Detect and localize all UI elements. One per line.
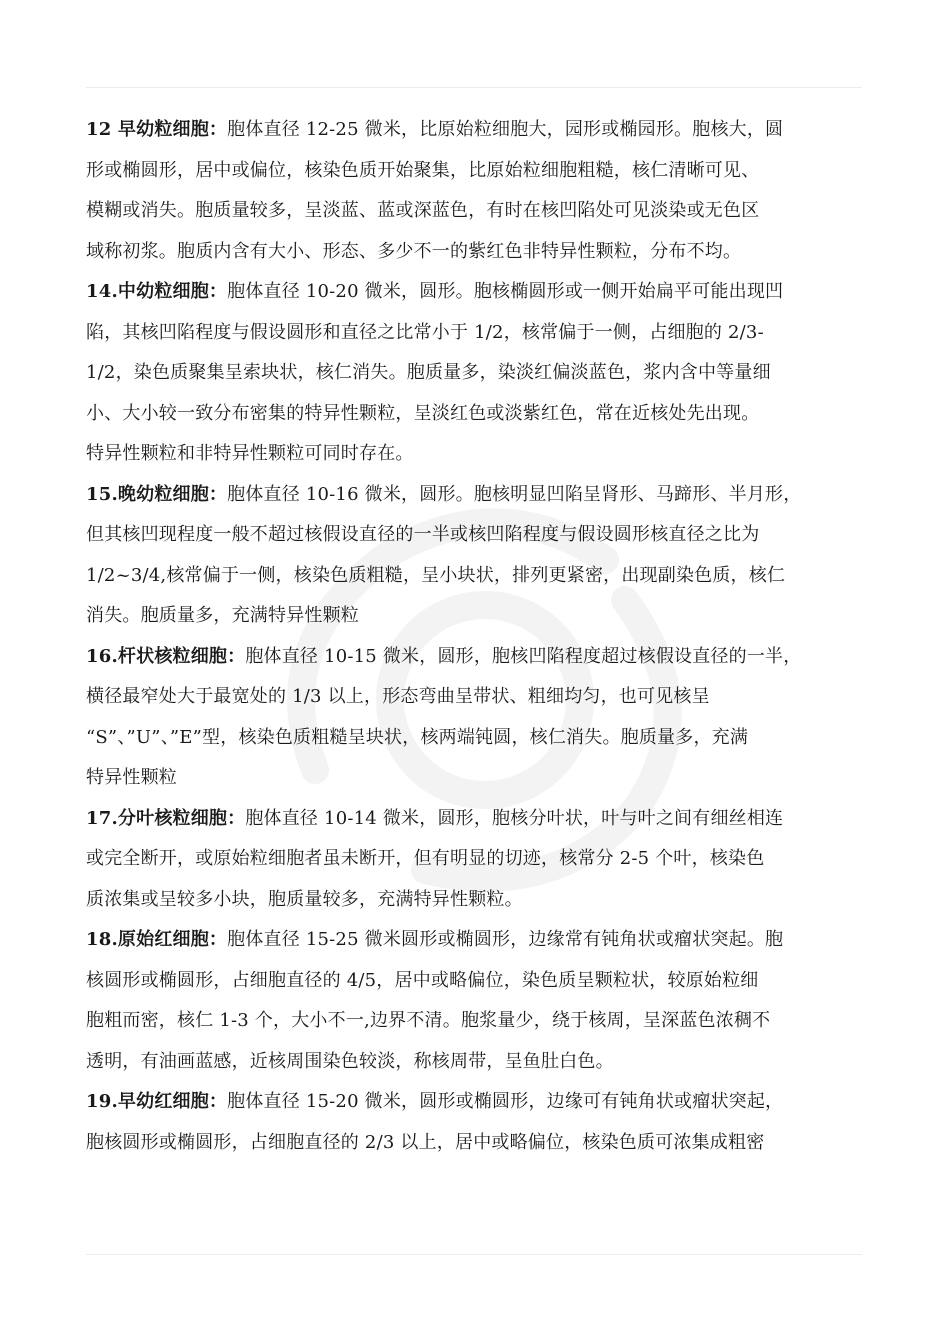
paragraph-line: 或完全断开，或原始粒细胞者虽未断开，但有明显的切迹，核常分 2-5 个叶，核染色	[86, 848, 765, 869]
term-heading: 14.中幼粒细胞：	[86, 281, 228, 302]
paragraph-line	[86, 920, 876, 961]
line-text: 胞体直径 15-20 微米，圆形或椭圆形，边缘可有钝角状或瘤状突起，	[227, 1091, 784, 1112]
line-text: 胞体直径 15-25 微米圆形或椭圆形，边缘常有钝角状或瘤状突起。胞	[227, 929, 784, 950]
term-heading: 15.晚幼粒细胞：	[86, 483, 228, 505]
paragraph-line: 横径最窄处大于最宽处的 1/3 以上，形态弯曲呈带状、粗细均匀，也可见核呈	[86, 686, 710, 707]
paragraph-line: 消失。胞质量多，充满特异性颗粒	[86, 605, 359, 626]
paragraph-early-promyelocyte	[86, 110, 876, 272]
paragraph-line: “S”、”U”、”E”型，核染色质粗糙呈块状，核两端钝圆，核仁消失。胞质量多，充满	[86, 726, 749, 748]
paragraph-line: 模糊或消失。胞质量较多，呈淡蓝、蓝或深蓝色，有时在核凹陷处可见淡染或无色区	[86, 200, 760, 221]
paragraph-line: 域称初浆。胞质内含有大小、形态、多少不一的紫红色非特异性颗粒，分布不均。	[86, 240, 742, 262]
header-rule	[86, 87, 862, 88]
paragraph-line	[86, 799, 876, 840]
paragraph-line: 胞粗而密，核仁 1-3 个，大小不一,边界不清。胞浆量少，绕于核周，呈深蓝色浓稠不	[86, 1010, 771, 1031]
paragraph-line: 核圆形或椭圆形，占细胞直径的 4/5，居中或略偏位，染色质呈颗粒状，较原始粒细	[86, 969, 759, 991]
paragraph-line: 透明，有油画蓝感，近核周围染色较淡，称核周带，呈鱼肚白色。	[86, 1050, 614, 1072]
paragraph-line: 小、大小较一致分布密集的特异性颗粒，呈淡红色或淡紫红色，常在近核处先出现。	[86, 402, 760, 424]
paragraph-line	[86, 475, 876, 516]
term-heading: 12 早幼粒细胞：	[86, 119, 228, 140]
paragraph-segmented-neutrophil	[86, 799, 876, 921]
paragraph-line: 陷，其核凹陷程度与假设圆形和直径之比常小于 1/2，核常偏于一侧，占细胞的 2/3-	[86, 321, 764, 343]
paragraph-line	[86, 272, 876, 313]
term-heading: 16.杆状核粒细胞：	[86, 645, 246, 667]
line-text: 胞体直径 10-14 微米，圆形，胞核分叶状，叶与叶之间有细丝相连	[245, 807, 784, 829]
line-text: 胞体直径 12-25 微米，比原始粒细胞大，园形或椭园形。胞核大，圆	[227, 119, 784, 140]
document-body	[86, 110, 876, 1163]
paragraph-line: 特异性颗粒	[86, 767, 177, 788]
paragraph-line: 胞核圆形或椭圆形，占细胞直径的 2/3 以上，居中或略偏位，核染色质可浓集成粗密	[86, 1131, 765, 1153]
line-text: 胞体直径 10-16 微米，圆形。胞核明显凹陷呈肾形、马蹄形、半月形，	[227, 483, 802, 505]
term-heading: 18.原始红细胞：	[86, 929, 228, 950]
paragraph-line: 质浓集或呈较多小块，胞质量较多，充满特异性颗粒。	[86, 888, 523, 910]
paragraph-metamyelocyte	[86, 475, 876, 637]
footer-rule	[86, 1254, 862, 1255]
paragraph-line	[86, 1082, 876, 1123]
paragraph-line	[86, 637, 876, 678]
paragraph-line	[86, 110, 876, 151]
line-text: 胞体直径 10-15 微米，圆形，胞核凹陷程度超过核假设直径的一半，	[245, 645, 802, 667]
paragraph-proerythroblast	[86, 920, 876, 1082]
paragraph-basophilic-erythroblast	[86, 1082, 876, 1163]
line-text: 胞体直径 10-20 微米，圆形。胞核椭圆形或一侧开始扁平可能出现凹	[227, 281, 784, 302]
paragraph-line: 特异性颗粒和非特异性颗粒可同时存在。	[86, 443, 414, 464]
paragraph-myelocyte	[86, 272, 876, 475]
paragraph-line: 但其核凹现程度一般不超过核假设直径的一半或核凹陷程度与假设圆形核直径之比为	[86, 524, 760, 545]
paragraph-line: 形或椭圆形，居中或偏位，核染色质开始聚集，比原始粒细胞粗糙，核仁清晰可见、	[86, 159, 760, 181]
paragraph-line: 1/2，染色质聚集呈索块状，核仁消失。胞质量多，染淡红偏淡蓝色，浆内含中等量细	[86, 362, 771, 383]
paragraph-line: 1/2~3/4,核常偏于一侧，核染色质粗糙，呈小块状，排列更紧密，出现副染色质，核仁	[86, 564, 786, 586]
term-heading: 19.早幼红细胞：	[86, 1091, 228, 1112]
term-heading: 17.分叶核粒细胞：	[86, 807, 246, 829]
paragraph-band-neutrophil	[86, 637, 876, 799]
